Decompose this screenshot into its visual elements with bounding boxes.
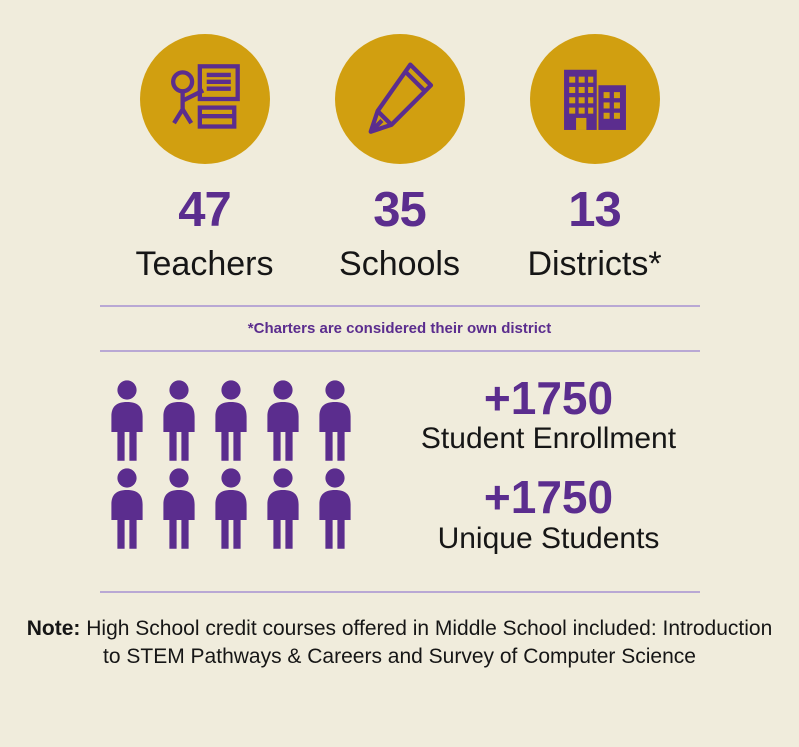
person-icon — [259, 466, 307, 550]
stat-schools — [302, 34, 497, 281]
person-icon — [207, 466, 255, 550]
note-block — [0, 593, 799, 672]
teacher-presentation-icon — [140, 34, 270, 164]
person-icon — [155, 378, 203, 462]
person-icon — [103, 378, 151, 462]
enrollment-number: +1750 — [483, 372, 614, 424]
unique-students-number: +1750 — [483, 471, 614, 524]
people-icon-group — [101, 378, 361, 550]
footnote-text: *Charters are considered their own district — [247, 320, 552, 337]
person-icon — [311, 378, 359, 462]
stat-number: 13 — [568, 183, 621, 237]
stat-label: Schools — [339, 245, 460, 283]
stat-number: 47 — [178, 183, 231, 237]
pencil-icon — [335, 34, 465, 164]
note-prefix: Note: — [26, 616, 81, 640]
buildings-icon — [530, 34, 660, 164]
unique-students-label: Unique Students — [437, 521, 660, 555]
person-icon — [103, 466, 151, 550]
stat-districts — [497, 34, 692, 281]
note-text: High School credit courses offered in Middle School included: Introduction to STEM Pathways & Careers and Survey of Computer Science — [86, 616, 773, 668]
stats-row — [0, 0, 799, 281]
divider-bottom — [100, 350, 700, 352]
footnote-block — [0, 305, 799, 352]
enrollment-section — [0, 374, 799, 555]
enrollment-label: Student Enrollment — [420, 422, 677, 456]
stat-teachers — [107, 34, 302, 281]
person-icon — [311, 466, 359, 550]
person-icon — [207, 378, 255, 462]
enrollment-text — [399, 374, 699, 555]
person-icon — [259, 378, 307, 462]
stat-number: 35 — [373, 183, 426, 237]
stat-label: Districts* — [527, 245, 662, 283]
person-icon — [155, 466, 203, 550]
stat-label: Teachers — [135, 245, 274, 283]
